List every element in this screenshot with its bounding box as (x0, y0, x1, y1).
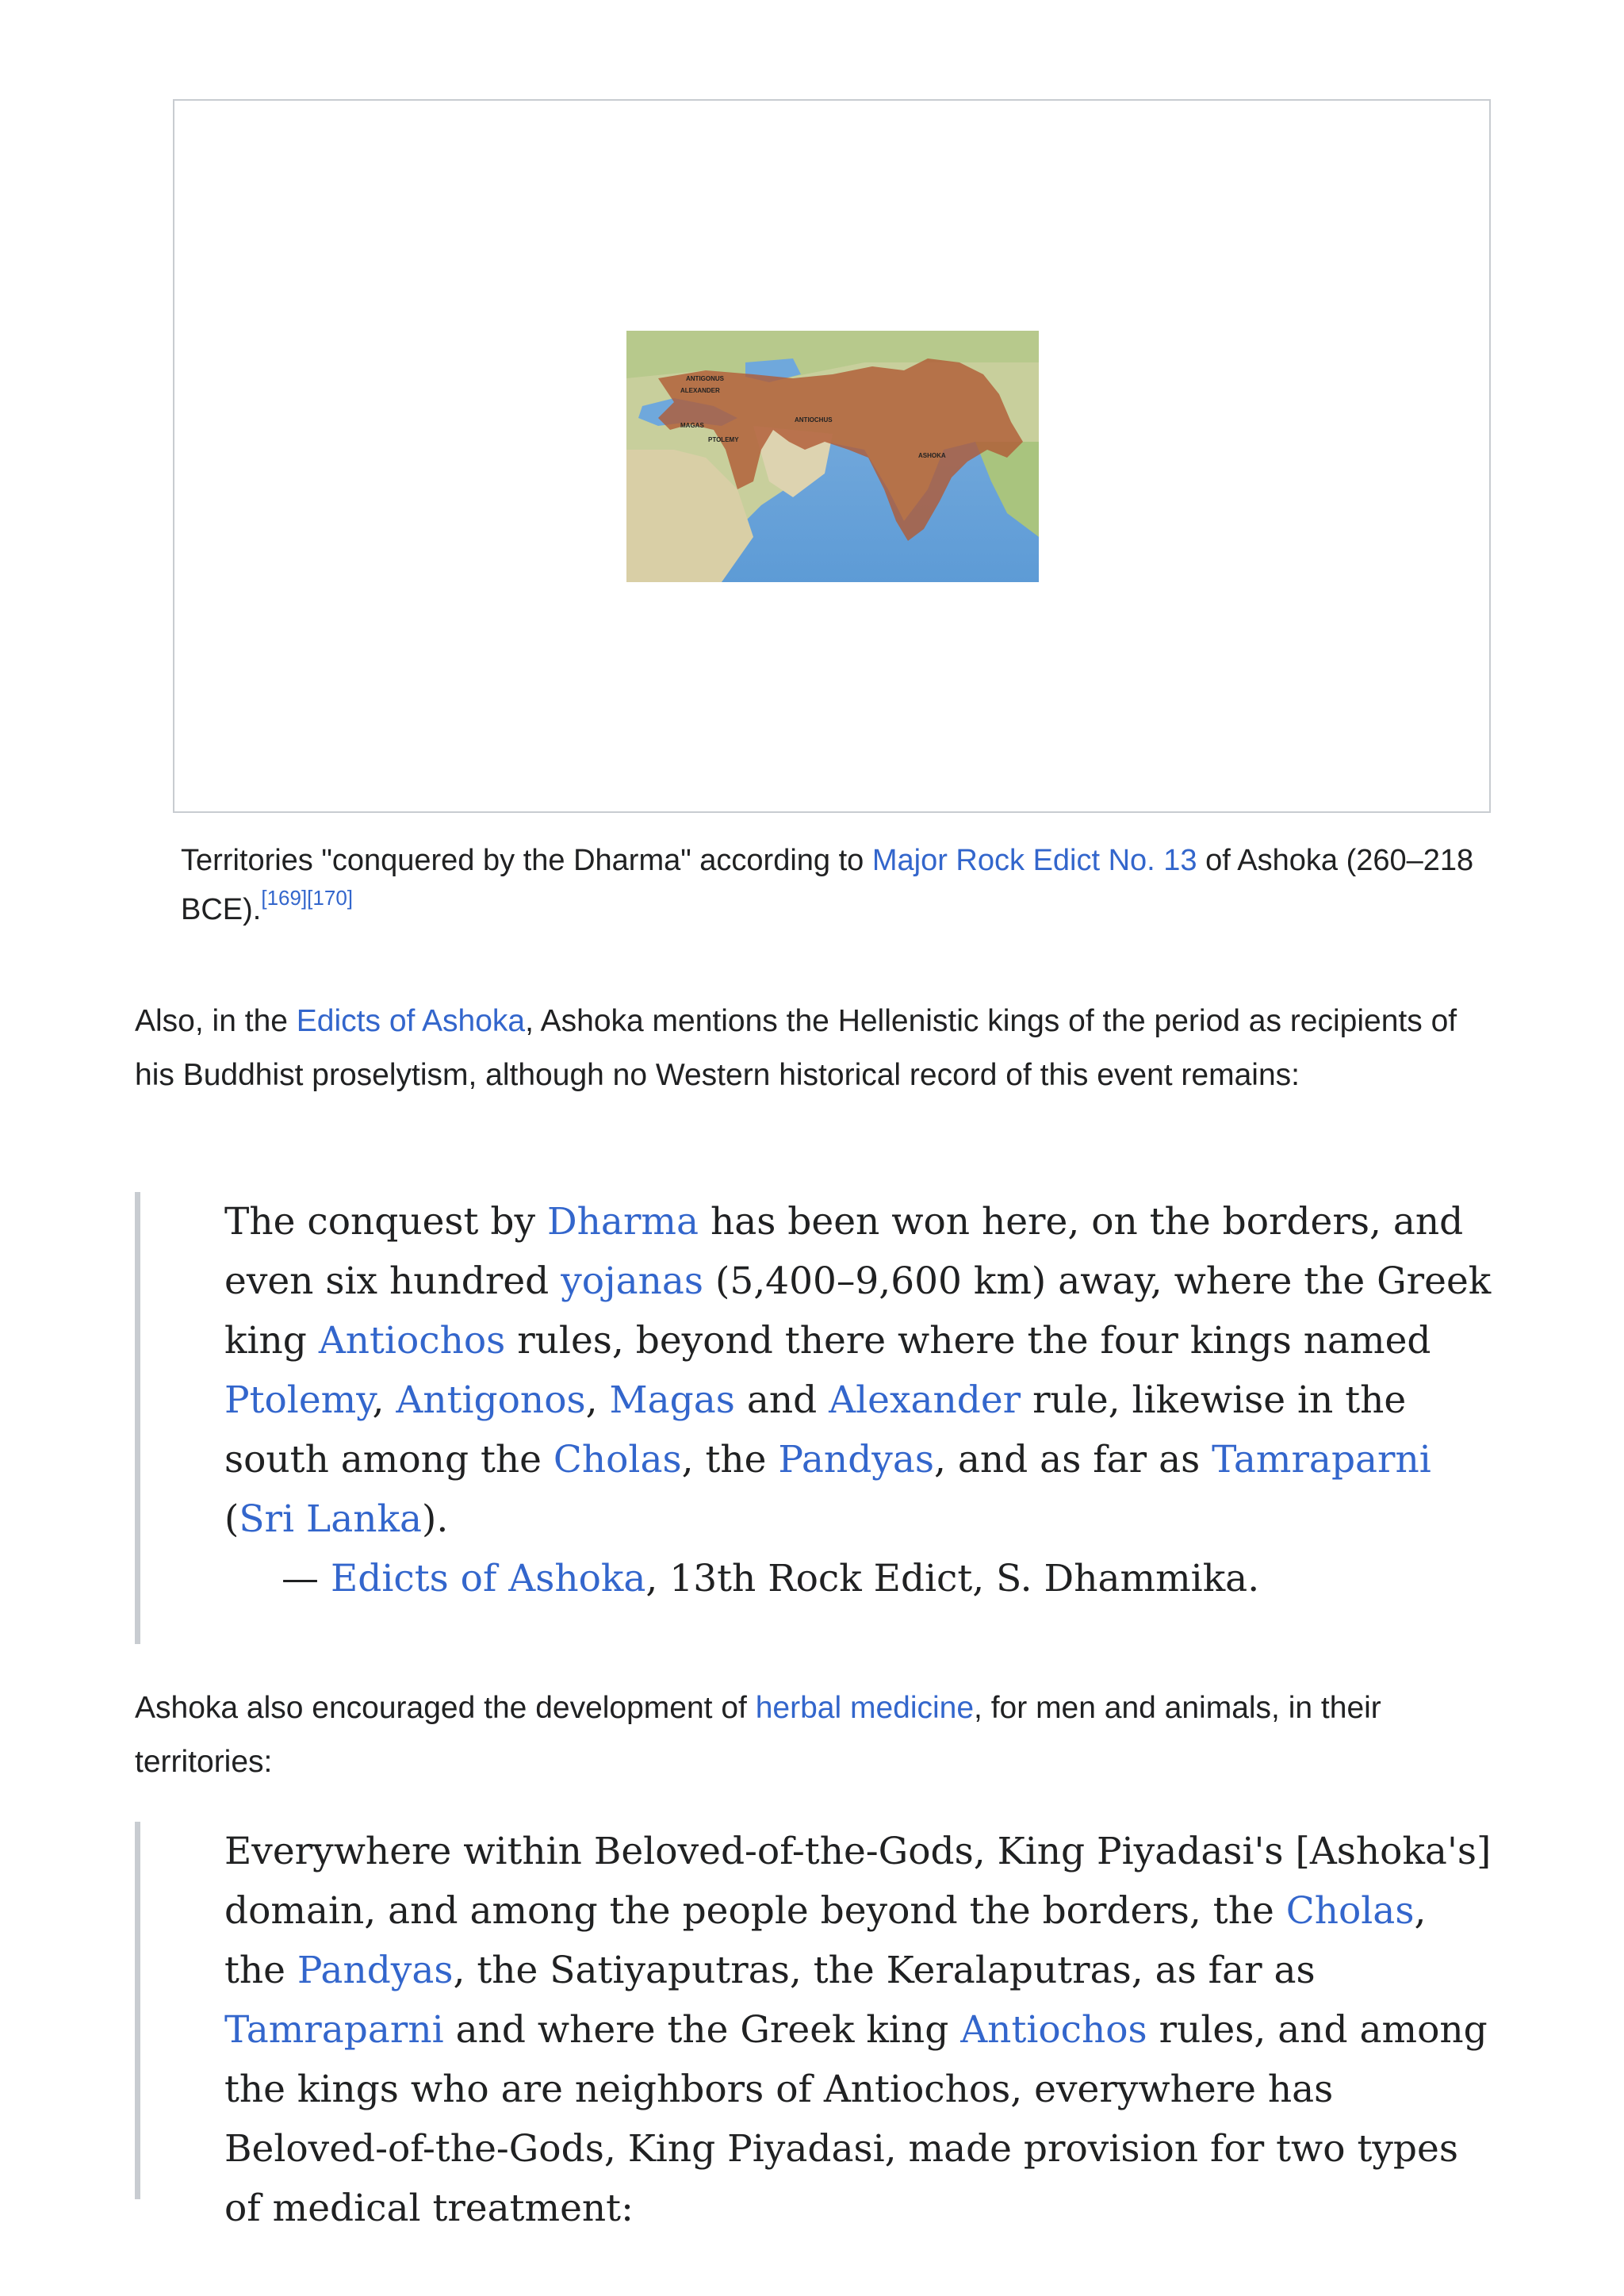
map-label-magas: MAGAS (680, 422, 704, 429)
link-sri-lanka[interactable]: Sri Lanka (239, 1497, 422, 1541)
quote-span: Everywhere within Beloved-of-the-Gods, King Piyadasi's [Ashoka's] domain, and among the people beyond the borders, the (224, 1830, 1492, 1933)
territory-map-image[interactable] (626, 331, 1039, 582)
quote-text (224, 1822, 1499, 2238)
attribution-dash: — (282, 1557, 331, 1600)
paragraph (135, 995, 1483, 1102)
quote-span: has been won here, on the borders, and even six hundred (224, 1200, 1464, 1303)
paragraph (135, 1681, 1483, 1789)
link-alexander[interactable]: Alexander (829, 1378, 1021, 1422)
quote-span: ( (224, 1497, 239, 1541)
map-label-antigonus: ANTIGONUS (686, 375, 724, 382)
link-antiochos[interactable]: Antiochos (318, 1319, 506, 1363)
quote-attribution (224, 1549, 1499, 1608)
link-pandyas[interactable]: Pandyas (778, 1438, 934, 1481)
caption-text: Territories "conquered by the Dharma" according to (181, 844, 872, 877)
link-yojanas[interactable]: yojanas (561, 1259, 704, 1303)
quote-span: The conquest by (224, 1200, 547, 1244)
blockquote (135, 1822, 1499, 2230)
quote-text (224, 1192, 1499, 1549)
blockquote (135, 1192, 1499, 1644)
quote-span: rules, and among the kings who are neighbors of Antiochos, everywhere has Beloved-of-the-Gods, King Piyadasi, made provision for two types of medical treatment: (224, 2008, 1488, 2230)
link-antigonos[interactable]: Antigonos (396, 1378, 586, 1422)
link-magas[interactable]: Magas (609, 1378, 735, 1422)
link-cholas[interactable]: Cholas (1285, 1889, 1415, 1933)
paragraph-text: , Ashoka mentions the Hellenistic kings of the period as recipients of his Buddhist proselytism, although no Western historical record of this event remains: (135, 1004, 1457, 1092)
quote-span: and (734, 1378, 829, 1422)
quote-span: , the Satiyaputras, the Keralaputras, as far as (453, 1949, 1316, 1992)
quote-span: , (372, 1378, 396, 1422)
link-edicts-of-ashoka[interactable]: Edicts of Ashoka (296, 1004, 526, 1038)
map-label-alexander: ALEXANDER (680, 387, 720, 394)
quote-span: and where the Greek king (443, 2008, 961, 2052)
link-tamraparni[interactable]: Tamraparni (1212, 1438, 1431, 1481)
link-tamraparni[interactable]: Tamraparni (224, 2008, 444, 2052)
quote-span: rule, likewise in the south among the (224, 1378, 1407, 1481)
map-label-ashoka: ASHOKA (918, 452, 946, 459)
caption-text: of Ashoka (260–218 BCE). (181, 844, 1474, 926)
citation-link[interactable]: [169][170] (261, 886, 354, 910)
quote-span: , (585, 1378, 610, 1422)
quote-span: , the (681, 1438, 779, 1481)
quote-span: , and as far as (933, 1438, 1212, 1481)
quote-span: , the (224, 1889, 1427, 1992)
link-dharma[interactable]: Dharma (546, 1200, 699, 1244)
link-herbal-medicine[interactable]: herbal medicine (755, 1691, 975, 1725)
link-pandyas[interactable]: Pandyas (297, 1949, 454, 1992)
quote-span: (5,400–9,600 km) away, where the Greek king (224, 1259, 1492, 1363)
quote-span: rules, beyond there where the four kings named (505, 1319, 1431, 1363)
map-label-ptolemy: PTOLEMY (708, 436, 739, 443)
paragraph-text: Ashoka also encouraged the development of (135, 1691, 756, 1725)
map-label-antiochus: ANTIOCHUS (795, 416, 833, 424)
quote-span: ). (421, 1497, 449, 1541)
link-antiochos[interactable]: Antiochos (960, 2008, 1147, 2052)
paragraph-text: , for men and animals, in their territories: (135, 1691, 1381, 1779)
caption-link-rock-edict[interactable]: Major Rock Edict No. 13 (871, 844, 1197, 877)
figure-caption (181, 836, 1489, 934)
link-cholas[interactable]: Cholas (553, 1438, 682, 1481)
attribution-text: , 13th Rock Edict, S. Dhammika. (645, 1557, 1260, 1600)
link-ptolemy[interactable]: Ptolemy (224, 1378, 373, 1422)
paragraph-text: Also, in the (135, 1004, 297, 1038)
link-edicts-of-ashoka[interactable]: Edicts of Ashoka (330, 1557, 646, 1600)
